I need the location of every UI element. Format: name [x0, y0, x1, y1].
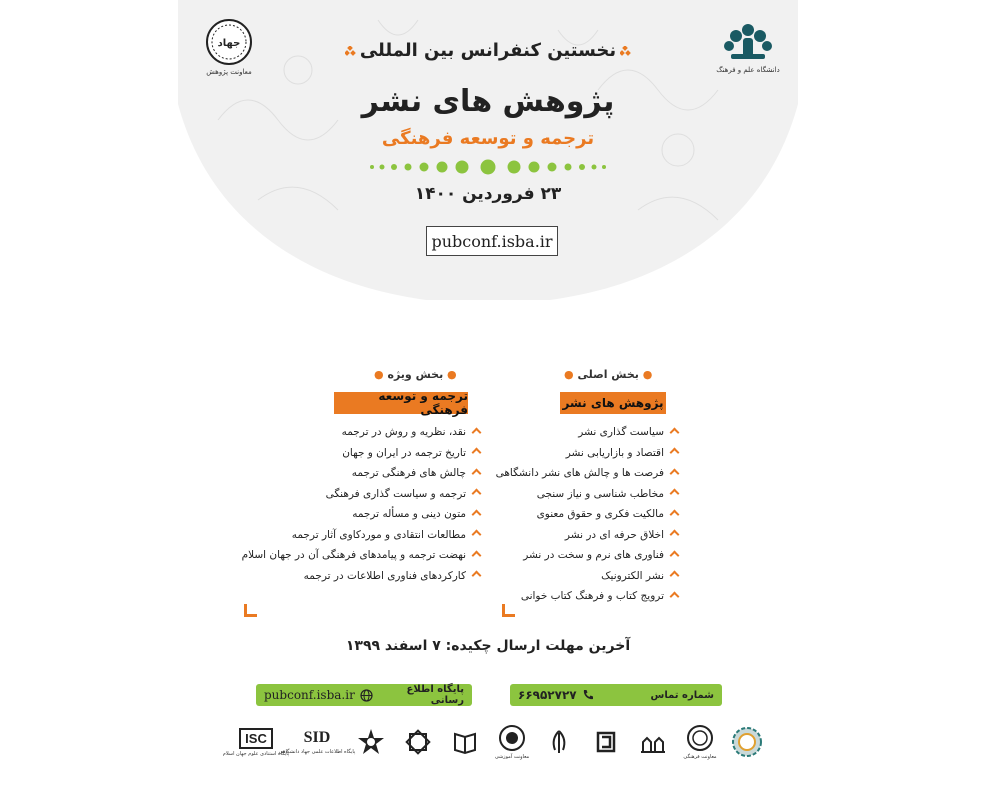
chevron-icon — [472, 571, 482, 581]
list-item: تاریخ ترجمه در ایران و جهان — [238, 443, 480, 464]
knot-logo — [397, 728, 439, 756]
jahad-farhangi-logo — [679, 724, 721, 760]
mosque-logo — [632, 728, 674, 756]
sponsor-logos — [222, 718, 768, 766]
isc-logo — [222, 728, 290, 757]
mosque-emblem-icon — [639, 728, 667, 756]
dot-icon: ● — [564, 368, 574, 381]
contact-site-bar — [256, 684, 472, 706]
conference-date: ۲۳ فروردین ۱۴۰۰ — [414, 184, 562, 204]
isc-logo-text: ISC — [239, 728, 273, 749]
chevron-icon — [670, 530, 680, 540]
main-section-label — [564, 368, 652, 381]
list-item: فناوری های نرم و سخت در نشر — [508, 545, 678, 566]
special-section-tag: ترجمه و توسعه فرهنگی — [334, 392, 468, 414]
teal-logo — [726, 726, 768, 758]
list-item: ترجمه و سیاست گذاری فرهنگی — [238, 484, 480, 505]
phone-icon — [582, 689, 594, 701]
phone-number[interactable]: ۶۶۹۵۲۷۲۷ — [518, 688, 577, 702]
list-item: مالکیت فکری و حقوق معنوی — [508, 504, 678, 525]
chevron-icon — [670, 591, 680, 601]
chevron-icon — [472, 468, 482, 478]
amoozeshi-logo — [491, 724, 533, 760]
chevron-icon — [472, 550, 482, 560]
book-emblem-icon — [451, 728, 479, 756]
jahad-logo-caption: معاونت پژوهش — [206, 68, 252, 76]
globe-icon — [360, 689, 373, 702]
list-item: متون دینی و مسأله ترجمه — [238, 504, 480, 525]
conference-main-title: پژوهش های نشر — [361, 84, 615, 119]
special-section-label-text: بخش ویژه — [387, 368, 444, 381]
iran-emblem-icon — [546, 728, 572, 756]
dot-divider — [368, 158, 608, 176]
conference-poster — [178, 0, 798, 786]
chevron-icon — [670, 571, 680, 581]
abstract-deadline: آخرین مهلت ارسال چکیده: ۷ اسفند ۱۳۹۹ — [345, 638, 631, 654]
website-link[interactable]: pubconf.isba.ir — [426, 226, 558, 256]
list-item: اقتصاد و بازاریابی نشر — [508, 443, 678, 464]
chevron-icon — [472, 427, 482, 437]
main-section-label-text: بخش اصلی — [577, 368, 639, 381]
dot-icon: ● — [642, 368, 653, 381]
special-section-list — [238, 422, 480, 586]
chevron-icon — [670, 509, 680, 519]
list-item: نشر الکترونیک — [508, 566, 678, 587]
dot-icon: ● — [447, 368, 457, 381]
list-item: ترویج کتاب و فرهنگ کتاب خوانی — [508, 586, 678, 607]
chevron-icon — [670, 427, 680, 437]
chevron-icon — [472, 509, 482, 519]
site-label: پایگاه اطلاع رسانی — [406, 684, 464, 706]
contact-phone-bar — [510, 684, 722, 706]
amoozeshi-caption: معاونت آموزشی — [494, 754, 530, 760]
list-item: نهضت ترجمه و پیامدهای فرهنگی آن در جهان اسلام — [238, 545, 480, 566]
list-item: مطالعات انتقادی و موردکاوی آثار ترجمه — [238, 525, 480, 546]
sid-caption: پایگاه اطلاعات علمی جهاد دانشگاهی — [278, 749, 356, 755]
teal-rosette-icon — [731, 726, 763, 758]
list-item: کارکردهای فناوری اطلاعات در ترجمه — [238, 566, 480, 587]
list-item: سیاست گذاری نشر — [508, 422, 678, 443]
ministry-emblem-icon — [593, 728, 619, 756]
sid-logo-text: SID — [303, 729, 331, 746]
chevron-icon — [670, 448, 680, 458]
list-item: مخاطب شناسی و نیاز سنجی — [508, 484, 678, 505]
dot-icon: ● — [374, 368, 384, 381]
ministry-logo — [585, 728, 627, 756]
special-section-label — [374, 368, 457, 381]
chevron-icon — [670, 550, 680, 560]
main-section-tag: پژوهش های نشر — [560, 392, 666, 414]
list-item: نقد، نظریه و روش در ترجمه — [238, 422, 480, 443]
chevron-icon — [472, 448, 482, 458]
list-item: اخلاق حرفه ای در نشر — [508, 525, 678, 546]
iran-emblem-logo — [538, 728, 580, 756]
star-logo — [350, 728, 392, 756]
chevron-icon — [670, 468, 680, 478]
jahad-farhangi-caption: معاونت فرهنگی — [683, 754, 717, 760]
book-logo — [444, 728, 486, 756]
chevron-icon — [472, 489, 482, 499]
list-item: چالش های فرهنگی ترجمه — [238, 463, 480, 484]
conference-title-line: نخستین کنفرانس بین المللی — [359, 40, 617, 61]
round-seal-icon — [498, 724, 526, 752]
corner-mark — [502, 604, 515, 617]
chevron-icon — [670, 489, 680, 499]
jahad-logo-text: جهاد — [217, 38, 241, 49]
site-url[interactable]: pubconf.isba.ir — [264, 688, 355, 702]
main-section-list — [495, 422, 678, 607]
isc-caption: پایگاه استنادی علوم جهان اسلام — [222, 750, 290, 757]
chevron-icon — [472, 530, 482, 540]
sid-logo — [278, 729, 356, 755]
jahad-seal-icon — [686, 724, 714, 752]
star-emblem-icon — [357, 728, 385, 756]
knot-emblem-icon — [404, 728, 432, 756]
phone-label: شماره تماس — [650, 689, 714, 701]
list-item: فرصت ها و چالش های نشر دانشگاهی — [508, 463, 678, 484]
university-logo-caption: دانشگاه علم و فرهنگ — [716, 66, 780, 74]
corner-mark — [244, 604, 257, 617]
conference-subtitle: ترجمه و توسعه فرهنگی — [381, 128, 595, 149]
